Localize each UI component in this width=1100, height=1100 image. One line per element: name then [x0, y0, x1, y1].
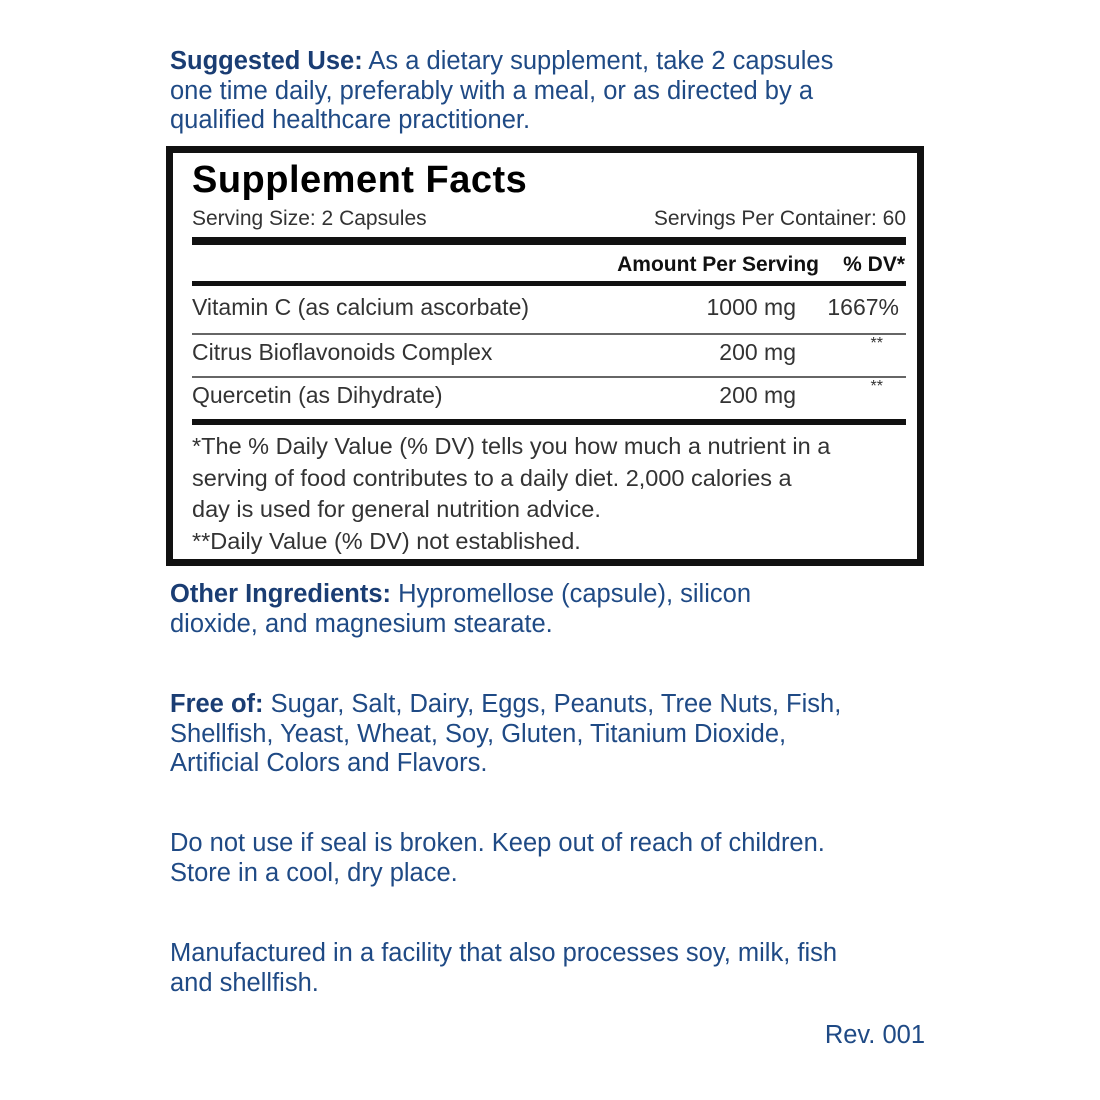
nutrient-amount: 200 mg [719, 382, 796, 408]
nutrient-name: Quercetin (as Dihydrate) [192, 382, 443, 408]
supplement-facts-panel [166, 146, 924, 566]
facility-line-1: Manufactured in a facility that also processes soy, milk, fish [170, 939, 838, 967]
suggested-use-label: Suggested Use: [170, 47, 363, 75]
footnote-line: **Daily Value (% DV) not established. [192, 527, 581, 554]
daily-value-header: % DV* [843, 253, 905, 276]
other-ingredients-section [170, 580, 930, 639]
suggested-use-section [170, 47, 930, 136]
facility-line-2: and shellfish. [170, 968, 319, 997]
warning-line-1: Do not use if seal is broken. Keep out of reach of children. [170, 829, 825, 857]
nutrient-amount: 200 mg [719, 339, 796, 365]
table-row [192, 376, 906, 418]
nutrient-dv: ** [870, 378, 883, 395]
nutrient-name: Vitamin C (as calcium ascorbate) [192, 294, 530, 320]
suggested-use-line-3: qualified healthcare practitioner. [170, 106, 531, 134]
free-of-label: Free of: [170, 690, 264, 718]
thick-divider [192, 419, 906, 425]
amount-per-serving-header: Amount Per Serving [617, 253, 819, 276]
nutrient-amount: 1000 mg [706, 294, 796, 320]
supplement-facts-title: Supplement Facts [192, 159, 528, 201]
daily-value-footnote [192, 431, 922, 557]
footnote-line: *The % Daily Value (% DV) tells you how much a nutrient in a [192, 433, 831, 459]
free-of-line-2: Shellfish, Yeast, Wheat, Soy, Gluten, Titanium Dioxide, [170, 719, 787, 748]
table-row [192, 288, 906, 330]
free-of-line-3: Artificial Colors and Flavors. [170, 749, 488, 777]
other-ingredients-line-2: dioxide, and magnesium stearate. [170, 609, 553, 638]
servings-per-container: Servings Per Container: 60 [653, 207, 906, 230]
other-ingredients-line-1: Hypromellose (capsule), silicon [391, 580, 751, 608]
warning-line-2: Store in a cool, dry place. [170, 858, 458, 887]
facility-statement [170, 939, 930, 998]
free-of-section [170, 690, 930, 779]
table-row [192, 333, 906, 375]
thick-divider [192, 237, 906, 245]
nutrient-name: Citrus Bioflavonoids Complex [192, 339, 493, 365]
warning-section [170, 829, 930, 888]
suggested-use-line-2: one time daily, preferably with a meal, or as directed by a [170, 76, 814, 105]
nutrient-dv: 1667% [827, 294, 899, 320]
thick-divider [192, 281, 906, 286]
nutrient-dv: ** [870, 335, 883, 352]
free-of-line-1: Sugar, Salt, Dairy, Eggs, Peanuts, Tree Nuts, Fish, [263, 690, 842, 718]
serving-size: Serving Size: 2 Capsules [192, 207, 427, 230]
suggested-use-line-1: As a dietary supplement, take 2 capsules [362, 47, 834, 75]
other-ingredients-label: Other Ingredients: [170, 580, 392, 608]
footnote-line: day is used for general nutrition advice. [192, 496, 601, 522]
revision-label: Rev. 001 [824, 1021, 925, 1049]
footnote-line: serving of food contributes to a daily diet. 2,000 calories a [192, 464, 792, 491]
